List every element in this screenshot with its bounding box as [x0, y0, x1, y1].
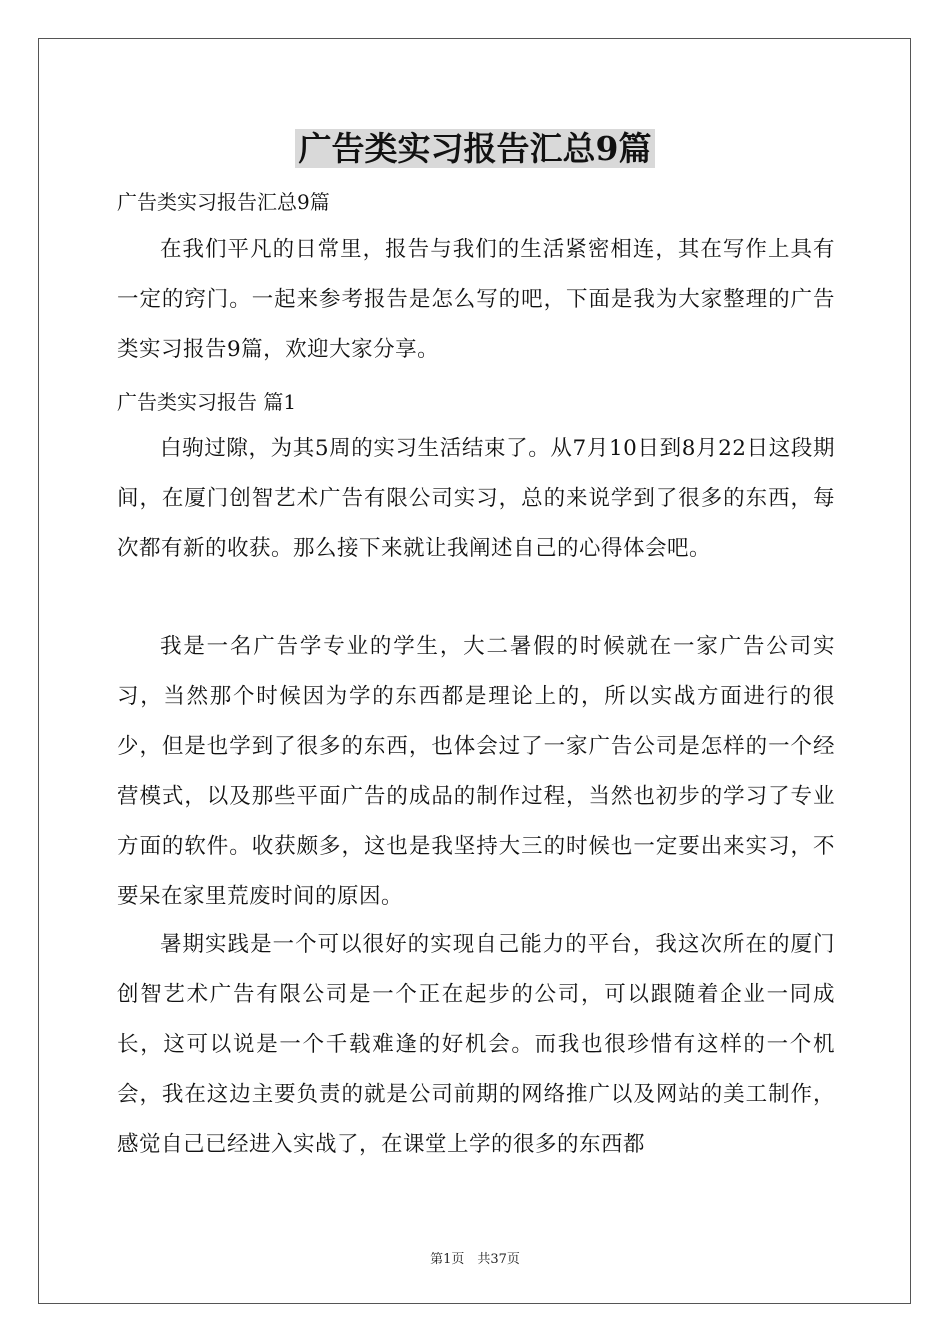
intro-paragraph: 在我们平凡的日常里，报告与我们的生活紧密相连，其在写作上具有一定的窍门。一起来参考报告是怎么写的吧，下面是我为大家整理的广告类实习报告9篇，欢迎大家分享。 [117, 237, 835, 362]
body-paragraph-1: 白驹过隙，为其5周的实习生活结束了。从7月10日到8月22日这段期间，在厦门创智艺术广告有限公司实习，总的来说学到了很多的东西，每次都有新的收获。那么接下来就让我阐述自己的心得体会吧。 [117, 436, 835, 561]
document-title-text: 广告类实习报告汇总9篇 [295, 129, 656, 168]
section-heading: 广告类实习报告 篇1 [117, 390, 297, 414]
document-subtitle: 广告类实习报告汇总9篇 [117, 190, 330, 214]
body-paragraph-2: 我是一名广告学专业的学生，大二暑假的时候就在一家广告公司实习，当然那个时候因为学的东西都是理论上的，所以实战方面进行的很少，但是也学到了很多的东西，也体会过了一家广告公司是怎样的一个经营模式，以及那些平面广告的成品的制作过程，当然也初步的学习了专业方面的软件。收获颇多，这也是我坚持大三的时候也一定要出来实习，不要呆在家里荒废时间的原因。 [117, 634, 835, 909]
page-number-footer: 第1页 共37页 [430, 1252, 520, 1267]
body-paragraph-3: 暑期实践是一个可以很好的实现自己能力的平台，我这次所在的厦门创智艺术广告有限公司是一个正在起步的公司，可以跟随着企业一同成长，这可以说是一个千载难逢的好机会。而我也很珍惜有这样的一个机会，我在这边主要负责的就是公司前期的网络推广以及网站的美工制作，感觉自己已经进入实战了，在课堂上学的很多的东西都 [117, 932, 835, 1157]
document-title [0, 124, 950, 174]
